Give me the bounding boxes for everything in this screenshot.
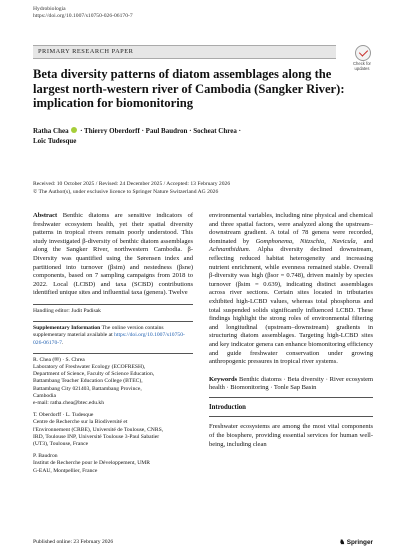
doi-link[interactable]: https://doi.org/10.1007/s10750-026-06170-7 xyxy=(33,13,133,19)
author-name[interactable]: · Socheat Chrea xyxy=(189,127,237,135)
affiliation-line: Laboratory of Freshwater Ecology (ECOFRESH), xyxy=(33,363,146,370)
right-column xyxy=(209,212,373,449)
genera-list: Gomphonema, Nitzschia, Navicula, xyxy=(255,237,358,245)
keywords-block xyxy=(209,376,373,393)
affiliation-line: Centre de Recherche sur la Biodiversité et xyxy=(33,419,128,426)
affiliation-block-1 xyxy=(33,353,193,407)
orcid-icon[interactable] xyxy=(71,127,77,133)
author-name[interactable]: Loïc Tudesque xyxy=(33,136,77,145)
author-separator: · xyxy=(238,127,241,135)
badge-text-1: Check for xyxy=(353,61,371,66)
journal-name: Hydrobiologia xyxy=(33,6,66,12)
journal-header xyxy=(33,6,133,20)
supplementary-link[interactable]: https://doi.org/10.1007/s10750-026-06170-7 xyxy=(33,332,185,346)
abstract-text-right-1: environmental variables, including nine physical and chemical and three spatial factors, were analyzed along the upstream–downstream gradient. A total of 78 genera were recorded, dominated by xyxy=(209,212,373,245)
badge-text-2: updates xyxy=(354,66,370,71)
section-divider xyxy=(209,397,373,398)
publisher-logo xyxy=(339,538,373,546)
affiliation-line: (UT3), Toulouse, France xyxy=(33,440,89,447)
supplementary-block xyxy=(33,321,193,347)
received-dates: Received: 10 October 2025 / Revised: 24 December 2025 / Accepted: 13 February 2026 xyxy=(33,181,231,187)
affiliation-line: Cambodia xyxy=(33,392,56,399)
supplementary-label: Supplementary Information xyxy=(33,325,101,332)
abstract-right xyxy=(209,212,373,367)
keywords-label: Keywords xyxy=(209,375,238,383)
left-column xyxy=(33,212,193,475)
handling-editor: Handling editor: Judit Padisak xyxy=(33,307,101,314)
checkmark-icon xyxy=(355,45,371,61)
author-name[interactable]: · Thierry Oberdorff xyxy=(80,127,140,135)
and-word: and xyxy=(363,237,373,245)
supplementary-text: The online version contains supplementary material available at xyxy=(33,325,164,339)
affiliation-names: T. Oberdorff · L. Tudesque xyxy=(33,412,94,419)
affiliation-names: P. Baudron xyxy=(33,453,58,460)
email-link[interactable]: e-mail: ratha.chea@btec.edu.kh xyxy=(33,399,104,406)
article-type-label: PRIMARY RESEARCH PAPER xyxy=(38,48,134,55)
abstract-label: Abstract xyxy=(33,212,58,219)
springer-horse-icon: ♞ xyxy=(339,539,347,546)
introduction-heading: Introduction xyxy=(209,403,246,411)
affiliation-line: l'Environnement (CRBE), Université de Toulouse, CNRS, xyxy=(33,426,164,433)
affiliation-line: Institut de Recherche pour le Développement, UMR xyxy=(33,460,150,467)
affiliation-block-2 xyxy=(33,412,193,448)
affiliation-block-3 xyxy=(33,453,193,475)
affiliation-line: G-EAU, Montpellier, France xyxy=(33,467,98,474)
publisher-name: Springer xyxy=(346,539,373,546)
handling-editor-block xyxy=(33,304,193,315)
page-footer xyxy=(33,539,373,545)
section-divider xyxy=(209,416,373,417)
abstract-text-left: Benthic diatoms are sensitive indicators of freshwater ecosystem health, yet their spatial diversity patterns in tropical rivers remain poorly understood. This study investigated β-diversity of benthic diatom assemblages along the Sangker River, northwestern Cambodia. β-Diversity was quantified using the Sørensen index and partitioned into turnover (βsim) and nestedness (βsne) components, based on 7 sampling campaigns from 2018 to 2022. Local (LCBD) and taxa (SCBD) contributions identified unique sites and influential taxa (genera). Twelve xyxy=(33,212,193,297)
affiliation-line: Department of Science, Faculty of Science Education, xyxy=(33,371,155,378)
author-name[interactable]: Ratha Chea xyxy=(33,127,69,135)
paper-title: Beta diversity patterns of diatom assemblages along the largest north-western river of Cambodia (Sangker River): implication for biomonitoring xyxy=(33,67,345,110)
abstract-text-right-2: Alpha diversity declined downstream, reflecting reduced habitat heterogeneity and increasing nutrient enrichment, while evenness remained stable. Overall β-diversity was high (βsor = 0.748), driven mainly by species turnover (βsim = 0.639), indicating distinct assemblages across river sections. Certain sites located in tributaries exhibited high-LCBD values, whereas total phosphorus and total suspended solids significantly influenced LCBD. These findings highlight the strong roles of environmental filtering and longitudinal (upstream–downstream) gradients in structuring diatom assemblages. Targeting high-LCBD sites and key indicator genera can enhance biomonitoring efficiency and guide freshwater conservation under growing anthropogenic pressures in tropical river systems. xyxy=(209,246,373,366)
supplementary-period: . xyxy=(61,339,64,346)
affiliation-line: Battambang Teacher Education College (BTEC), xyxy=(33,378,143,385)
author-name[interactable]: · Paul Baudron xyxy=(141,127,188,135)
copyright-line: © The Author(s), under exclusive licence to Springer Nature Switzerland AG 2026 xyxy=(33,188,219,195)
keywords-text: Benthic diatoms · Beta diversity · River ecosystem health · Biomonitoring · Tonle Sap Basin xyxy=(209,375,374,392)
published-date: Published online: 23 February 2026 xyxy=(33,539,114,545)
article-type-banner xyxy=(33,45,336,59)
author-list xyxy=(33,127,363,146)
affiliation-names: R. Chea (✉) · S. Chrea xyxy=(33,356,85,363)
publication-dates xyxy=(33,181,373,196)
abstract-left xyxy=(33,212,193,298)
affiliation-line: Battambang City 021403, Battambang Province, xyxy=(33,385,142,392)
affiliation-line: IRD, Toulouse INP, Université Toulouse 3-Paul Sabatier xyxy=(33,433,160,440)
genus-last: Achnanthidium. xyxy=(209,246,251,254)
introduction-text: Freshwater ecosystems are among the most vital components of the biosphere, providing essential services for human well-being, including clean xyxy=(209,423,373,448)
